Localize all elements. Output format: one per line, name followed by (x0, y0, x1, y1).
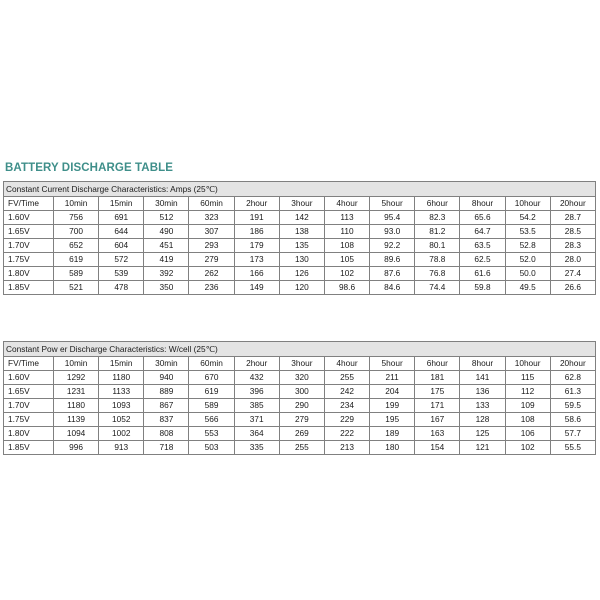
table-row (4, 427, 596, 441)
table-cell: 320 (279, 371, 324, 385)
table-cell: 59.5 (550, 399, 595, 413)
table-cell: 279 (189, 253, 234, 267)
table-cell: 213 (324, 441, 369, 455)
table-cell: 49.5 (505, 281, 550, 295)
table-caption: Constant Pow er Discharge Characteristics: W/cell (25℃) (3, 341, 596, 356)
table-cell: 167 (415, 413, 460, 427)
table-cell: 80.1 (415, 239, 460, 253)
table-cell: 451 (144, 239, 189, 253)
table-cell: 350 (144, 281, 189, 295)
table-cell: 50.0 (505, 267, 550, 281)
table-cell: 396 (234, 385, 279, 399)
table-cell: 255 (324, 371, 369, 385)
row-label-cell: 1.85V (4, 441, 54, 455)
table-cell: 52.0 (505, 253, 550, 267)
table-cell: 92.2 (370, 239, 415, 253)
table-cell: 61.6 (460, 267, 505, 281)
table-cell: 63.5 (460, 239, 505, 253)
row-label-cell: 1.75V (4, 413, 54, 427)
table-cell: 166 (234, 267, 279, 281)
table-row (4, 211, 596, 225)
table-cell: 181 (415, 371, 460, 385)
table-cell: 95.4 (370, 211, 415, 225)
table-cell: 1093 (99, 399, 144, 413)
table-cell: 28.7 (550, 211, 595, 225)
table-cell: 171 (415, 399, 460, 413)
table-cell: 940 (144, 371, 189, 385)
table-cell: 867 (144, 399, 189, 413)
row-label-cell: 1.70V (4, 399, 54, 413)
table-cell: 135 (279, 239, 324, 253)
table-cell: 503 (189, 441, 234, 455)
table-cell: 572 (99, 253, 144, 267)
table-row (4, 413, 596, 427)
table-cell: 105 (324, 253, 369, 267)
row-label-cell: 1.80V (4, 427, 54, 441)
table-cell: 108 (324, 239, 369, 253)
table-row (4, 253, 596, 267)
table-cell: 808 (144, 427, 189, 441)
table-row (4, 371, 596, 385)
table-cell: 432 (234, 371, 279, 385)
table-cell: 59.8 (460, 281, 505, 295)
table-row (4, 399, 596, 413)
column-header: FV/Time (4, 357, 54, 371)
column-header: 2hour (234, 357, 279, 371)
table-cell: 1231 (54, 385, 99, 399)
table-cell: 619 (54, 253, 99, 267)
table-cell: 125 (460, 427, 505, 441)
table-cell: 112 (505, 385, 550, 399)
table-cell: 234 (324, 399, 369, 413)
table-cell: 120 (279, 281, 324, 295)
table-cell: 186 (234, 225, 279, 239)
table-cell: 28.0 (550, 253, 595, 267)
table-cell: 195 (370, 413, 415, 427)
table-cell: 74.4 (415, 281, 460, 295)
table-cell: 371 (234, 413, 279, 427)
table-cell: 154 (415, 441, 460, 455)
table-cell: 142 (279, 211, 324, 225)
table-cell: 229 (324, 413, 369, 427)
table-cell: 98.6 (324, 281, 369, 295)
table-cell: 173 (234, 253, 279, 267)
table-cell: 392 (144, 267, 189, 281)
table-cell: 179 (234, 239, 279, 253)
table-cell: 52.8 (505, 239, 550, 253)
column-header: 10hour (505, 357, 550, 371)
column-header: 6hour (415, 357, 460, 371)
table-cell: 604 (99, 239, 144, 253)
table-cell: 290 (279, 399, 324, 413)
table-cell: 130 (279, 253, 324, 267)
row-label-cell: 1.80V (4, 267, 54, 281)
table-cell: 163 (415, 427, 460, 441)
table-cell: 133 (460, 399, 505, 413)
table-row (4, 281, 596, 295)
column-header: 4hour (324, 197, 369, 211)
table-header-row (4, 197, 596, 211)
column-header: 10hour (505, 197, 550, 211)
table-cell: 700 (54, 225, 99, 239)
table-cell: 364 (234, 427, 279, 441)
table-cell: 54.2 (505, 211, 550, 225)
data-table (3, 196, 596, 295)
table-cell: 81.2 (415, 225, 460, 239)
table-cell: 1292 (54, 371, 99, 385)
table-cell: 236 (189, 281, 234, 295)
table-cell: 589 (189, 399, 234, 413)
table-cell: 102 (505, 441, 550, 455)
table-cell: 323 (189, 211, 234, 225)
column-header: 3hour (279, 357, 324, 371)
table-cell: 106 (505, 427, 550, 441)
row-label-cell: 1.65V (4, 385, 54, 399)
table-cell: 53.5 (505, 225, 550, 239)
table-row (4, 267, 596, 281)
table-cell: 490 (144, 225, 189, 239)
table-cell: 1139 (54, 413, 99, 427)
column-header: FV/Time (4, 197, 54, 211)
table-cell: 1094 (54, 427, 99, 441)
column-header: 8hour (460, 357, 505, 371)
table-cell: 141 (460, 371, 505, 385)
table-cell: 109 (505, 399, 550, 413)
table-cell: 589 (54, 267, 99, 281)
table-cell: 619 (189, 385, 234, 399)
table-cell: 64.7 (460, 225, 505, 239)
table-cell: 199 (370, 399, 415, 413)
table-cell: 512 (144, 211, 189, 225)
column-header: 15min (99, 357, 144, 371)
table-cell: 269 (279, 427, 324, 441)
row-label-cell: 1.60V (4, 211, 54, 225)
table-cell: 262 (189, 267, 234, 281)
table-cell: 115 (505, 371, 550, 385)
column-header: 30min (144, 197, 189, 211)
table-cell: 108 (505, 413, 550, 427)
table-row (4, 225, 596, 239)
table-cell: 102 (324, 267, 369, 281)
table-header-row (4, 357, 596, 371)
row-label-cell: 1.60V (4, 371, 54, 385)
row-label-cell: 1.65V (4, 225, 54, 239)
column-header: 60min (189, 357, 234, 371)
table-cell: 644 (99, 225, 144, 239)
table-cell: 84.6 (370, 281, 415, 295)
data-table (3, 356, 596, 455)
table-cell: 385 (234, 399, 279, 413)
table-cell: 222 (324, 427, 369, 441)
table-caption: Constant Current Discharge Characteristics: Amps (25℃) (3, 181, 596, 196)
table-cell: 211 (370, 371, 415, 385)
table-cell: 26.6 (550, 281, 595, 295)
table-cell: 55.5 (550, 441, 595, 455)
column-header: 15min (99, 197, 144, 211)
table-cell: 652 (54, 239, 99, 253)
column-header: 4hour (324, 357, 369, 371)
table-cell: 78.8 (415, 253, 460, 267)
row-label-cell: 1.70V (4, 239, 54, 253)
table-row (4, 385, 596, 399)
table-cell: 110 (324, 225, 369, 239)
row-label-cell: 1.75V (4, 253, 54, 267)
table-cell: 300 (279, 385, 324, 399)
table-cell: 27.4 (550, 267, 595, 281)
table-cell: 242 (324, 385, 369, 399)
power-discharge-table (3, 341, 596, 455)
table-cell: 126 (279, 267, 324, 281)
table-cell: 419 (144, 253, 189, 267)
table-cell: 1052 (99, 413, 144, 427)
table-cell: 837 (144, 413, 189, 427)
column-header: 3hour (279, 197, 324, 211)
column-header: 8hour (460, 197, 505, 211)
column-header: 6hour (415, 197, 460, 211)
table-cell: 566 (189, 413, 234, 427)
table-cell: 89.6 (370, 253, 415, 267)
column-header: 20hour (550, 357, 595, 371)
table-cell: 691 (99, 211, 144, 225)
table-cell: 58.6 (550, 413, 595, 427)
table-cell: 756 (54, 211, 99, 225)
table-cell: 553 (189, 427, 234, 441)
table-cell: 128 (460, 413, 505, 427)
table-cell: 996 (54, 441, 99, 455)
column-header: 10min (54, 357, 99, 371)
table-cell: 1133 (99, 385, 144, 399)
table-cell: 279 (279, 413, 324, 427)
current-discharge-table (3, 181, 596, 295)
table-cell: 121 (460, 441, 505, 455)
column-header: 60min (189, 197, 234, 211)
table-cell: 62.8 (550, 371, 595, 385)
table-cell: 335 (234, 441, 279, 455)
table-cell: 1002 (99, 427, 144, 441)
table-cell: 82.3 (415, 211, 460, 225)
table-cell: 539 (99, 267, 144, 281)
row-label-cell: 1.85V (4, 281, 54, 295)
table-cell: 149 (234, 281, 279, 295)
table-cell: 28.5 (550, 225, 595, 239)
page-title: BATTERY DISCHARGE TABLE (5, 162, 173, 174)
table-cell: 65.6 (460, 211, 505, 225)
table-cell: 670 (189, 371, 234, 385)
table-cell: 1180 (54, 399, 99, 413)
table-cell: 889 (144, 385, 189, 399)
table-cell: 255 (279, 441, 324, 455)
column-header: 20hour (550, 197, 595, 211)
column-header: 5hour (370, 197, 415, 211)
table-cell: 478 (99, 281, 144, 295)
column-header: 10min (54, 197, 99, 211)
table-cell: 1180 (99, 371, 144, 385)
table-cell: 76.8 (415, 267, 460, 281)
column-header: 30min (144, 357, 189, 371)
table-cell: 913 (99, 441, 144, 455)
table-cell: 136 (460, 385, 505, 399)
table-row (4, 441, 596, 455)
table-cell: 293 (189, 239, 234, 253)
column-header: 2hour (234, 197, 279, 211)
table-cell: 28.3 (550, 239, 595, 253)
table-cell: 57.7 (550, 427, 595, 441)
table-cell: 138 (279, 225, 324, 239)
table-cell: 61.3 (550, 385, 595, 399)
table-cell: 191 (234, 211, 279, 225)
table-cell: 718 (144, 441, 189, 455)
table-row (4, 239, 596, 253)
table-cell: 521 (54, 281, 99, 295)
column-header: 5hour (370, 357, 415, 371)
table-cell: 87.6 (370, 267, 415, 281)
table-cell: 62.5 (460, 253, 505, 267)
table-cell: 189 (370, 427, 415, 441)
table-cell: 113 (324, 211, 369, 225)
table-cell: 180 (370, 441, 415, 455)
table-cell: 175 (415, 385, 460, 399)
table-cell: 204 (370, 385, 415, 399)
table-cell: 307 (189, 225, 234, 239)
table-cell: 93.0 (370, 225, 415, 239)
